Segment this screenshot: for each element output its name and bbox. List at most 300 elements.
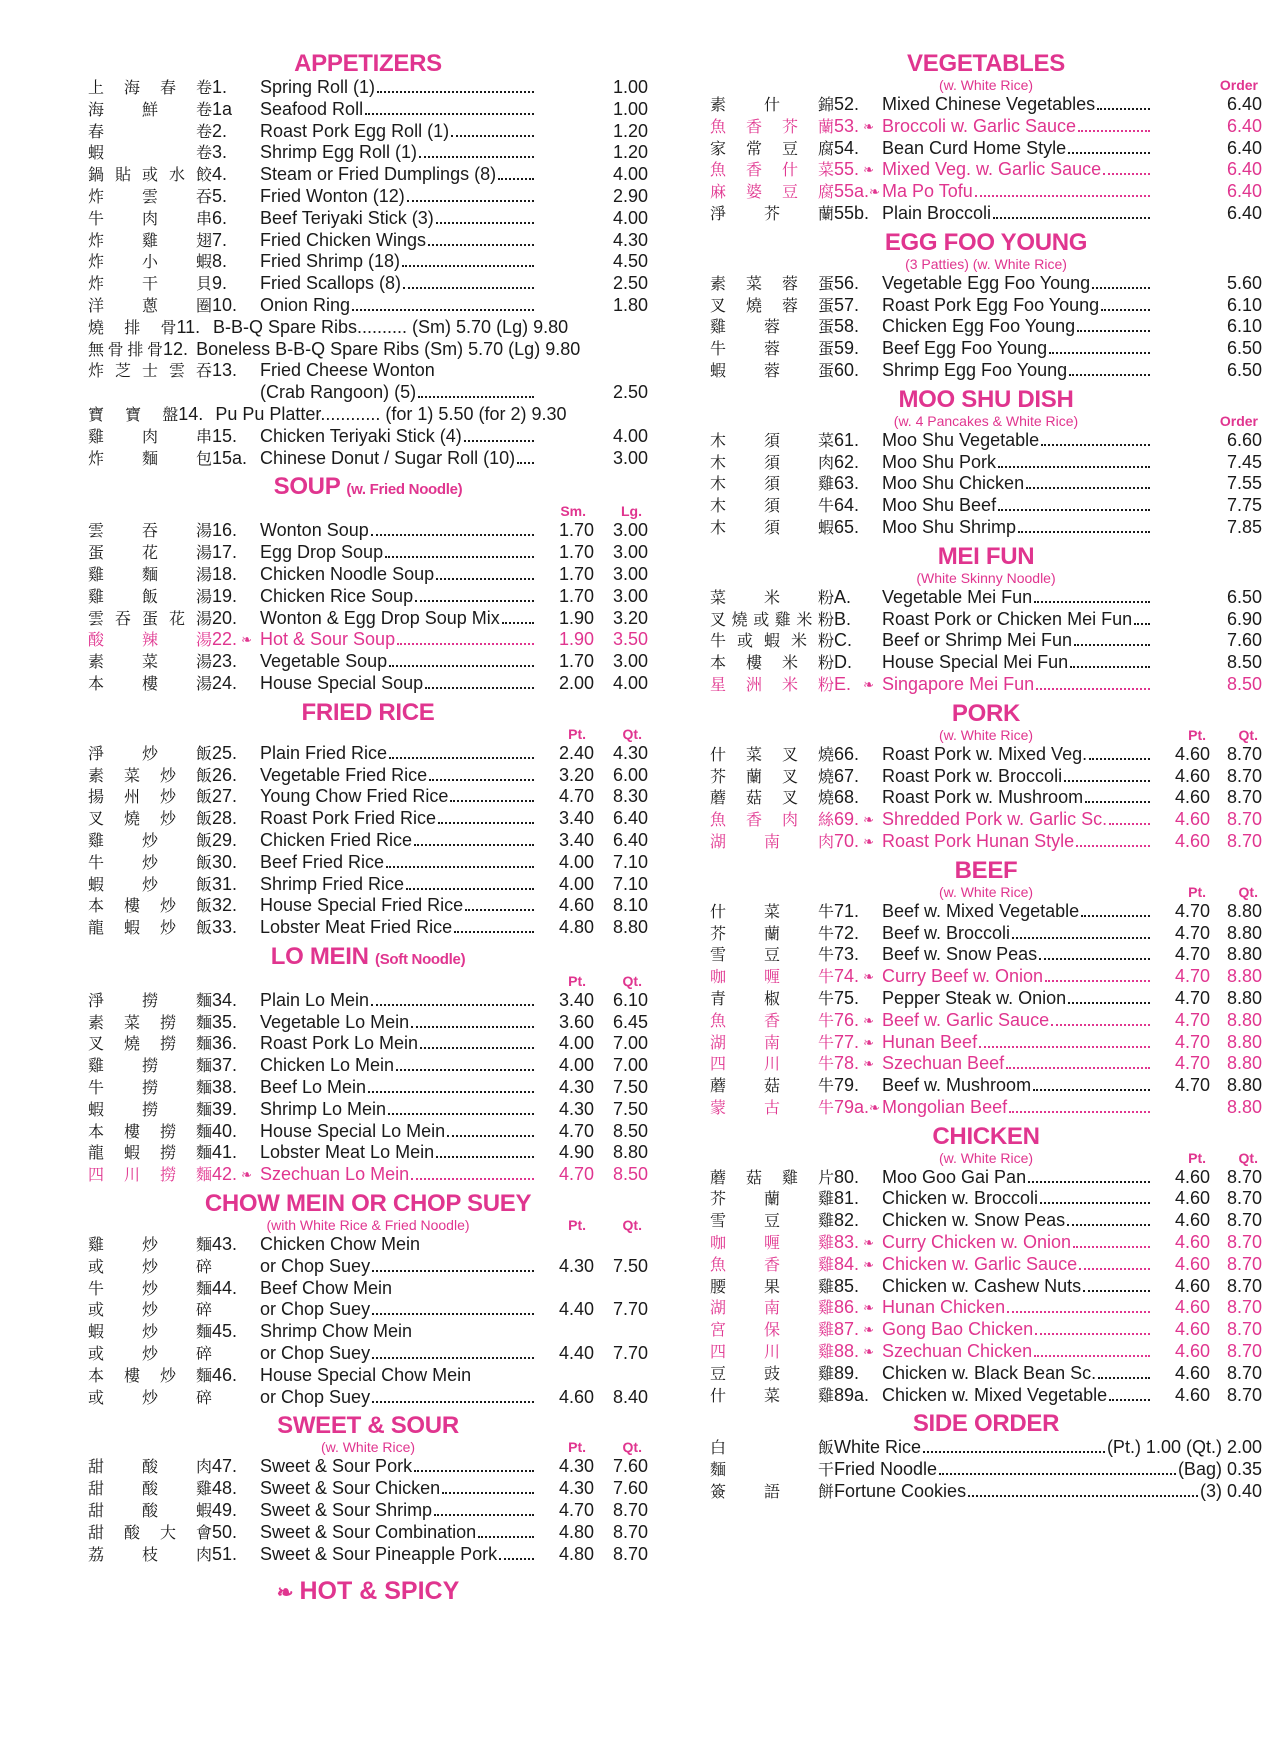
- item-name: Fried Scallops (8): [260, 273, 402, 294]
- dot-leader: [418, 396, 534, 398]
- chinese-name: 甜 酸 大 會: [88, 1522, 212, 1542]
- menu-item: [710, 1254, 1262, 1276]
- price-small: 4.60: [1174, 809, 1210, 830]
- menu-item: [710, 1385, 1262, 1407]
- price-small: 4.60: [1174, 1362, 1210, 1383]
- item-name: Wonton Soup: [260, 520, 369, 541]
- price-large: 7.00: [612, 1033, 648, 1054]
- section-subtitle: (w. White Rice): [320, 1439, 416, 1456]
- price-large: 8.80: [1226, 1075, 1262, 1096]
- item-name: Roast Pork w. Broccoli: [882, 765, 1063, 786]
- menu-item: [88, 339, 648, 361]
- item-number-text: 75.: [834, 987, 860, 1008]
- menu-item: [710, 674, 1262, 696]
- dot-leader: [1092, 287, 1150, 289]
- chinese-name: 蘑 菇 牛: [710, 1076, 834, 1096]
- price-large: 2.90: [612, 185, 648, 206]
- chinese-name: 炸 雞 翅: [88, 230, 212, 250]
- column-header: Pt.: [1188, 1149, 1206, 1166]
- menu-item: [88, 1544, 648, 1566]
- price-small: 4.60: [1174, 830, 1210, 851]
- column-header: Qt.: [1238, 883, 1258, 900]
- item-name: Sweet & Sour Combination: [260, 1521, 477, 1542]
- menu-item: [88, 586, 648, 608]
- item-name: Onion Ring: [260, 294, 351, 315]
- item-number-text: 37.: [212, 1055, 238, 1076]
- price-small: 4.70: [558, 1500, 594, 1521]
- menu-item: [710, 452, 1262, 474]
- item-number: [212, 1456, 252, 1478]
- dot-leader: [1007, 1311, 1150, 1313]
- menu-item: [88, 295, 648, 317]
- item-name: Szechuan Lo Mein: [260, 1164, 410, 1185]
- price-large: 3.00: [612, 563, 648, 584]
- menu-item: [88, 404, 648, 426]
- item-number-text: 2.: [212, 120, 228, 141]
- section-subheader: [88, 1217, 648, 1234]
- dot-leader: [998, 466, 1150, 468]
- menu-item: [710, 1232, 1262, 1254]
- chinese-name: 湖 南 牛: [710, 1032, 834, 1052]
- section-title: [88, 1412, 648, 1439]
- column-header: Pt.: [568, 1217, 586, 1234]
- section-title-main: CHOW MEIN OR CHOP SUEY: [204, 1190, 532, 1218]
- item-number: [834, 1053, 874, 1075]
- item-number-text: 71.: [834, 900, 860, 921]
- dot-leader: [1074, 644, 1150, 646]
- price-large: 4.30: [612, 742, 648, 763]
- chinese-name: 湖 南 肉: [710, 831, 834, 851]
- section-subheader: [710, 413, 1262, 430]
- price-large: 8.40: [612, 1386, 648, 1407]
- item-name: Hunan Beef: [882, 1031, 978, 1052]
- item-number-text: 63.: [834, 473, 860, 494]
- item-number: [212, 164, 252, 186]
- item-name: Moo Shu Chicken: [882, 473, 1025, 494]
- dot-leader: [517, 462, 534, 464]
- price-large: 2.50: [612, 382, 648, 403]
- item-number-text: 25.: [212, 742, 238, 763]
- item-number-text: 7.: [212, 229, 228, 250]
- item-number: [834, 1032, 874, 1054]
- item-number-text: 1a: [212, 98, 233, 119]
- dot-leader: [1034, 601, 1150, 603]
- menu-section: [88, 50, 648, 473]
- item-number-text: 89.: [834, 1362, 860, 1383]
- chinese-name: 本 樓 撈 麵: [88, 1121, 212, 1141]
- item-name: House Special Chow Mein: [260, 1364, 472, 1385]
- item-name: Lobster Meat Fried Rice: [260, 917, 453, 938]
- section-subtitle: (w. White Rice): [938, 726, 1034, 743]
- price-small: 4.30: [558, 1077, 594, 1098]
- menu-item: [88, 121, 648, 143]
- menu-item: [88, 1500, 648, 1522]
- item-number-text: 55a.: [834, 181, 870, 202]
- price-large: 7.70: [612, 1299, 648, 1320]
- chinese-name: 海 鮮 卷: [88, 99, 212, 119]
- dot-leader: [415, 600, 534, 602]
- price-small: 4.30: [558, 1456, 594, 1477]
- item-number-text: 35.: [212, 1011, 238, 1032]
- item-name: B-B-Q Spare Ribs.......... (Sm) 5.70 (Lg) 9.80: [212, 316, 569, 337]
- menu-item: [710, 1167, 1262, 1189]
- item-name: Beef w. Broccoli: [882, 922, 1011, 943]
- item-number-text: 42.: [212, 1164, 238, 1185]
- dot-leader: [428, 244, 534, 246]
- item-number: [212, 360, 252, 382]
- hot-pepper-icon: ❧: [241, 1167, 252, 1183]
- item-number-text: 79a.: [834, 1096, 870, 1117]
- item-number: [212, 673, 252, 695]
- price-large: 6.00: [612, 764, 648, 785]
- item-name: Beef Egg Foo Young: [882, 338, 1048, 359]
- dot-leader: [478, 1536, 534, 1538]
- menu-item: [88, 564, 648, 586]
- item-number: [212, 608, 252, 630]
- item-name: Chicken Rice Soup: [260, 585, 414, 606]
- section-title: [710, 1410, 1262, 1437]
- item-name: Steam or Fried Dumplings (8): [260, 164, 497, 185]
- menu-item: [88, 895, 648, 917]
- item-number-text: 11.: [176, 316, 201, 337]
- price-small: 2.40: [558, 742, 594, 763]
- price-large: 8.80: [612, 917, 648, 938]
- menu-item: [88, 520, 648, 542]
- section-subheader: [88, 726, 648, 743]
- item-number-text: 31.: [212, 873, 238, 894]
- menu-item: [710, 944, 1262, 966]
- item-number-text: 57.: [834, 294, 860, 315]
- chinese-name: 蛋 花 湯: [88, 543, 212, 563]
- menu-item: [88, 1055, 648, 1077]
- chinese-name: 什 菜 雞: [710, 1385, 834, 1405]
- dot-leader: [1103, 173, 1150, 175]
- item-name: Chicken Teriyaki Stick (4): [260, 425, 462, 446]
- price-large: 8.70: [1226, 1341, 1262, 1362]
- price-large: 3.50: [612, 629, 648, 650]
- chinese-name: 本 樓 米 粉: [710, 653, 834, 673]
- item-number: [212, 273, 252, 295]
- item-name: Curry Beef w. Onion: [882, 966, 1044, 987]
- item-number-text: 14.: [178, 403, 204, 424]
- price-large: 4.00: [612, 425, 648, 446]
- item-number-text: 29.: [212, 829, 238, 850]
- price-small: 3.40: [558, 808, 594, 829]
- item-number: [834, 831, 874, 853]
- item-name: (Crab Rangoon) (5): [260, 382, 417, 403]
- price-large: 4.00: [612, 672, 648, 693]
- menu-item: [88, 542, 648, 564]
- section-subheader: [710, 727, 1262, 744]
- menu-item: [88, 1121, 648, 1143]
- section-subtitle: (with White Rice & Fried Noodle): [266, 1217, 470, 1234]
- item-number: [212, 1544, 252, 1566]
- item-number-text: 16.: [212, 520, 238, 541]
- item-name: Sweet & Sour Chicken: [260, 1478, 441, 1499]
- price-large: 8.10: [612, 895, 648, 916]
- price-large: 3.00: [612, 585, 648, 606]
- item-name: Roast Pork Fried Rice: [260, 808, 437, 829]
- item-number: [834, 966, 874, 988]
- item-number-text: 50.: [212, 1521, 238, 1542]
- item-number: [212, 830, 252, 852]
- item-number: [212, 1321, 252, 1343]
- item-number-text: 81.: [834, 1188, 860, 1209]
- item-number: [212, 629, 252, 651]
- section-title: [710, 700, 1262, 727]
- menu-section: [88, 473, 648, 698]
- price-small: 4.40: [558, 1343, 594, 1364]
- item-name: Plain Broccoli: [882, 202, 992, 223]
- item-name: Chicken Lo Mein: [260, 1055, 395, 1076]
- chinese-name: 什 菜 牛: [710, 901, 834, 921]
- price-small: 4.70: [1174, 1053, 1210, 1074]
- menu-item: [710, 181, 1262, 203]
- item-number: [834, 923, 874, 945]
- section-title-main: MOO SHU DISH: [898, 385, 1074, 413]
- menu-item: [88, 230, 648, 252]
- item-number-text: 53.: [834, 115, 860, 136]
- price-large: 8.80: [1226, 944, 1262, 965]
- menu-item: [710, 1210, 1262, 1232]
- dot-leader: [436, 222, 534, 224]
- item-number-text: 52.: [834, 94, 860, 114]
- column-header: Qt.: [1238, 726, 1258, 743]
- chinese-name: 木 須 雞: [710, 474, 834, 494]
- section-title: [88, 943, 648, 973]
- item-number: [834, 159, 874, 181]
- item-name: Beef Lo Mein: [260, 1077, 367, 1098]
- dot-leader: [1039, 958, 1150, 960]
- item-number-text: A.: [834, 586, 852, 607]
- price-large: 8.70: [1226, 1166, 1262, 1187]
- menu-item: [710, 1075, 1262, 1097]
- item-number: [834, 1075, 874, 1097]
- item-number: [163, 339, 188, 361]
- menu-item: [710, 295, 1262, 317]
- item-number-text: 87.: [834, 1319, 860, 1340]
- dot-leader: [1051, 1024, 1150, 1026]
- chinese-name: 芥 蘭 叉 燒: [710, 766, 834, 786]
- item-number: [212, 743, 252, 765]
- item-name: Shrimp Egg Foo Young: [882, 359, 1068, 380]
- menu-item: [88, 273, 648, 295]
- dot-leader: [1067, 1224, 1150, 1226]
- dot-leader: [502, 622, 534, 624]
- item-number: [834, 1276, 874, 1298]
- menu-item: [710, 1010, 1262, 1032]
- item-name: White Rice: [834, 1437, 922, 1458]
- item-number-text: 1.: [212, 77, 228, 97]
- price-small: 4.30: [558, 1478, 594, 1499]
- dot-leader: [923, 1451, 1105, 1453]
- price-small: 4.70: [1174, 966, 1210, 987]
- hot-pepper-icon: ❧: [863, 1344, 874, 1360]
- price-small: 4.70: [1174, 1031, 1210, 1052]
- price-large: 8.80: [1226, 966, 1262, 987]
- chinese-name: 叉 燒 炒 飯: [88, 809, 212, 829]
- section-title-main: SOUP: [273, 473, 340, 501]
- item-number: [834, 744, 874, 766]
- menu-item: [88, 1256, 648, 1278]
- price-small: 4.70: [558, 786, 594, 807]
- hot-pepper-icon: ❧: [863, 676, 874, 692]
- item-number: [834, 138, 874, 160]
- dot-leader: [1109, 823, 1150, 825]
- item-number: [178, 404, 207, 426]
- section-title-main: LO MEIN: [270, 942, 369, 970]
- price-small: 4.60: [1174, 1253, 1210, 1274]
- column-header: Lg.: [621, 503, 642, 520]
- price-small: 1.90: [558, 629, 594, 650]
- item-name: Fortune Cookies: [834, 1481, 967, 1502]
- price-large: 7.10: [612, 873, 648, 894]
- chinese-name: 牛 炒 飯: [88, 852, 212, 872]
- menu-item: [710, 495, 1262, 517]
- item-number: [834, 809, 874, 831]
- section-title: [88, 50, 648, 77]
- dot-leader: [1097, 108, 1150, 110]
- item-number-text: 89a.: [834, 1384, 870, 1405]
- dot-leader: [1049, 352, 1150, 354]
- price-large: 3.00: [612, 542, 648, 563]
- item-number: [212, 1164, 252, 1186]
- item-name: Chicken Egg Foo Young: [882, 316, 1076, 337]
- item-name: or Chop Suey: [260, 1343, 371, 1364]
- chinese-name: 雪 豆 雞: [710, 1211, 834, 1231]
- chinese-name: 咖 喱 牛: [710, 967, 834, 987]
- chinese-name: 蝦 炒 飯: [88, 874, 212, 894]
- item-name: Sweet & Sour Shrimp: [260, 1500, 433, 1521]
- dot-leader: [388, 1113, 534, 1115]
- menu-item: [710, 273, 1262, 295]
- menu-item: [88, 1456, 648, 1478]
- item-number: [834, 1096, 880, 1119]
- item-name: Plain Fried Rice: [260, 742, 388, 763]
- item-number: [834, 652, 874, 674]
- column-header: Qt.: [622, 972, 642, 989]
- item-name: Pu Pu Platter............ (for 1) 5.50 (for 2) 9.30: [215, 403, 567, 424]
- menu-item: [88, 164, 648, 186]
- chinese-name: 甜 酸 肉: [88, 1457, 212, 1477]
- section-title-main: PORK: [951, 699, 1021, 727]
- item-number: [212, 1142, 252, 1164]
- item-number-text: 40.: [212, 1120, 238, 1141]
- price-small: 3.40: [558, 989, 594, 1010]
- dot-leader: [1073, 1246, 1150, 1248]
- section-gap: [710, 1503, 1262, 1507]
- price-large: 6.60: [1226, 429, 1262, 450]
- dot-leader: [371, 534, 534, 536]
- menu-section: [710, 700, 1262, 857]
- item-number-text: 78.: [834, 1053, 860, 1074]
- dot-leader: [1040, 1202, 1150, 1204]
- dot-leader: [389, 757, 534, 759]
- dot-leader: [372, 1357, 534, 1359]
- chinese-name: 木 須 肉: [710, 452, 834, 472]
- price-small: 4.70: [1174, 900, 1210, 921]
- menu-item: [88, 382, 648, 404]
- price-large: 8.70: [1226, 1297, 1262, 1318]
- menu-item: [88, 651, 648, 673]
- dot-leader: [499, 1558, 534, 1560]
- chinese-name: 雲 吞 湯: [88, 521, 212, 541]
- chinese-name: 炸 小 蝦: [88, 252, 212, 272]
- item-name: Spring Roll (1): [260, 77, 376, 97]
- dot-leader: [1109, 1399, 1150, 1401]
- section-title: [710, 857, 1262, 884]
- item-number-text: 62.: [834, 451, 860, 472]
- chinese-name: 蝦 撈 麵: [88, 1099, 212, 1119]
- price-small: 4.40: [558, 1299, 594, 1320]
- item-name: Roast Pork Egg Foo Young: [882, 294, 1100, 315]
- dot-leader: [1026, 487, 1150, 489]
- item-name: Mongolian Beef: [882, 1096, 1008, 1117]
- item-name: Beef Chow Mein: [260, 1277, 393, 1298]
- item-name: Moo Shu Beef: [882, 495, 997, 516]
- section-subtitle: (w. White Rice): [938, 1149, 1034, 1166]
- dot-leader: [1018, 531, 1150, 533]
- price: (Bag) 0.35: [1177, 1459, 1262, 1480]
- chinese-name: 雞 肉 串: [88, 426, 212, 446]
- price-large: 8.70: [1226, 830, 1262, 851]
- item-number: [834, 787, 874, 809]
- dot-leader: [372, 1401, 534, 1403]
- item-name: Chicken Chow Mein: [260, 1234, 421, 1255]
- price-large: 6.40: [1226, 115, 1262, 136]
- dot-leader: [968, 1495, 1198, 1497]
- price-large: 6.40: [1226, 181, 1262, 202]
- price-large: 8.70: [1226, 809, 1262, 830]
- item-number: [834, 944, 874, 966]
- item-number-text: 36.: [212, 1033, 238, 1054]
- section-subheader: [710, 1150, 1262, 1167]
- dot-leader: [1079, 1268, 1150, 1270]
- chinese-name: 雞 蓉 蛋: [710, 317, 834, 337]
- dot-leader: [438, 822, 534, 824]
- item-name: Beef w. Mixed Vegetable: [882, 900, 1080, 921]
- item-name: Sweet & Sour Pineapple Pork: [260, 1543, 498, 1564]
- section-subheader: [88, 1439, 648, 1456]
- menu-section: [710, 1410, 1262, 1506]
- item-number-text: 61.: [834, 429, 860, 450]
- dot-leader: [414, 844, 534, 846]
- menu-item: [88, 1033, 648, 1055]
- item-name: Szechuan Beef: [882, 1053, 1005, 1074]
- dot-leader: [1009, 1111, 1150, 1113]
- section-subheader: [88, 503, 648, 520]
- chinese-name: 木 須 菜: [710, 430, 834, 450]
- dot-leader: [1035, 1333, 1150, 1335]
- price-large: 3.20: [612, 607, 648, 628]
- menu-item: [710, 630, 1262, 652]
- item-number-text: 26.: [212, 764, 238, 785]
- price-large: 8.70: [1226, 1232, 1262, 1253]
- price-small: 4.60: [558, 895, 594, 916]
- hot-pepper-icon: ❧: [869, 184, 880, 200]
- item-number: [834, 495, 874, 517]
- column-header: Pt.: [1188, 883, 1206, 900]
- item-name: Chicken Noodle Soup: [260, 563, 435, 584]
- item-number: [834, 1341, 874, 1363]
- price-large: 8.70: [1226, 765, 1262, 786]
- item-number-text: 56.: [834, 272, 860, 293]
- item-number: [212, 1121, 252, 1143]
- item-number: [834, 430, 874, 452]
- dot-leader: [1069, 374, 1150, 376]
- chinese-name: 蝦 卷: [88, 143, 212, 163]
- dot-leader: [403, 287, 534, 289]
